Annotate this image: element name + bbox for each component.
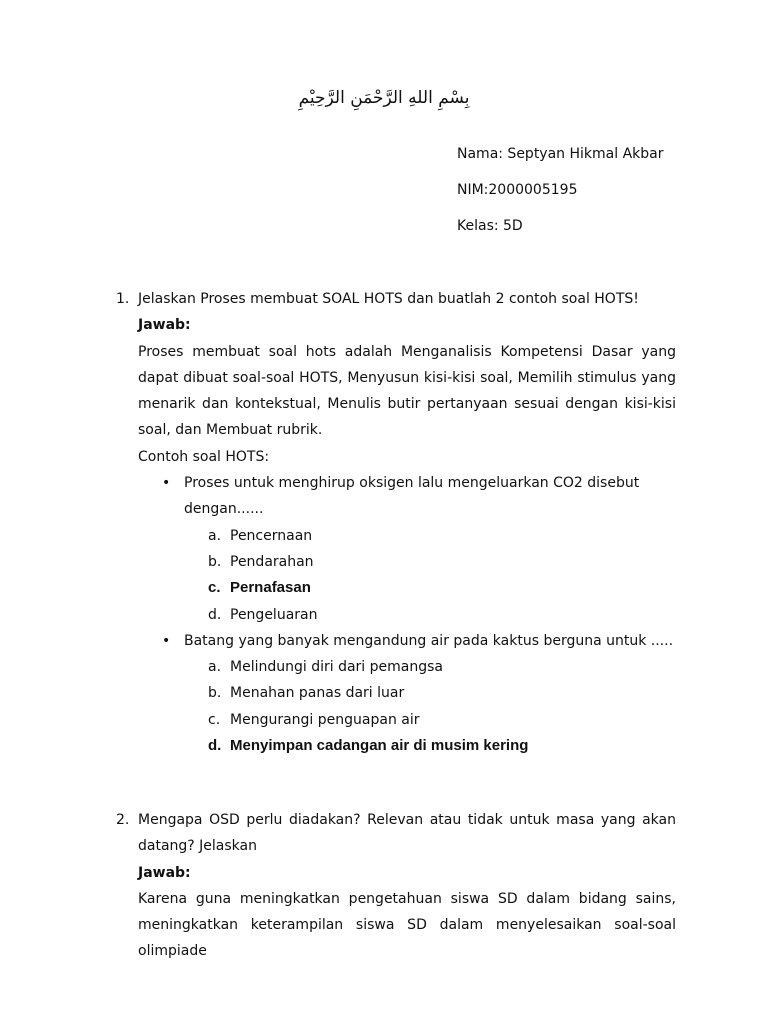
option-letter: d. — [208, 737, 222, 755]
example-item — [162, 628, 676, 759]
examples-label: Contoh soal HOTS: — [138, 448, 270, 465]
option-text: Pengeluaran — [230, 606, 318, 623]
student-name: Nama: Septyan Hikmal Akbar — [457, 146, 664, 162]
option-item — [208, 680, 676, 706]
option-item — [208, 654, 676, 680]
option-text: Pendarahan — [230, 553, 314, 570]
option-letter: a. — [208, 659, 222, 676]
question-number: 1. — [116, 291, 130, 307]
bullet-icon: • — [162, 632, 171, 649]
option-text: Melindungi diri dari pemangsa — [230, 659, 443, 676]
example-question: Proses untuk menghirup oksigen lalu mengeluarkan CO2 disebut dengan...... — [184, 475, 640, 518]
student-class: Kelas: 5D — [457, 218, 523, 234]
option-item — [208, 707, 676, 733]
option-letter: c. — [208, 579, 221, 597]
question-text: Mengapa OSD perlu diadakan? Relevan atau tidak untuk masa yang akan datang? Jelaskan — [138, 812, 676, 855]
basmala: بِسْمِ اللهِ الرَّحْمَنِ الرَّحِيْمِ — [298, 88, 470, 108]
question-2 — [116, 807, 676, 965]
option-letter: a. — [208, 527, 222, 544]
option-list — [208, 654, 676, 759]
example-question: Batang yang banyak mengandung air pada kaktus berguna untuk ..... — [184, 632, 674, 649]
student-nim: NIM:2000005195 — [457, 182, 578, 198]
answer-text: Proses membuat soal hots adalah Menganalisis Kompetensi Dasar yang dapat dibuat soal-soal HOTS, Menyusun kisi-kisi soal, Memilih stimulus yang menarik dan kontekstual, Menulis butir pertanyaan sesuai dengan kisi-kisi soal, dan Membuat rubrik. — [138, 343, 676, 439]
option-item — [208, 602, 676, 628]
option-item — [208, 549, 676, 575]
bullet-icon: • — [162, 475, 171, 492]
student-identity — [457, 144, 664, 252]
option-item-correct — [208, 733, 676, 759]
option-letter: b. — [208, 553, 222, 570]
question-text: Jelaskan Proses membuat SOAL HOTS dan buatlah 2 contoh soal HOTS! — [138, 291, 639, 307]
answer-label: Jawab: — [138, 864, 191, 881]
option-letter: d. — [208, 606, 222, 623]
option-text: Menyimpan cadangan air di musim kering — [230, 737, 529, 755]
example-list — [162, 470, 676, 759]
question-1 — [116, 286, 676, 759]
option-text: Pencernaan — [230, 527, 313, 544]
option-text: Mengurangi penguapan air — [230, 711, 420, 728]
answer-text: Karena guna meningkatkan pengetahuan siswa SD dalam bidang sains, meningkatkan keterampilan siswa SD dalam menyelesaikan soal-soal olimpiade — [138, 890, 676, 960]
option-text: Menahan panas dari luar — [230, 685, 405, 702]
option-item — [208, 523, 676, 549]
question-number: 2. — [116, 812, 130, 828]
option-text: Pernafasan — [230, 579, 311, 597]
example-item — [162, 470, 676, 628]
option-letter: b. — [208, 685, 222, 702]
answer-label: Jawab: — [138, 317, 191, 334]
option-letter: c. — [208, 711, 221, 728]
option-item-correct — [208, 575, 676, 601]
option-list — [208, 523, 676, 628]
